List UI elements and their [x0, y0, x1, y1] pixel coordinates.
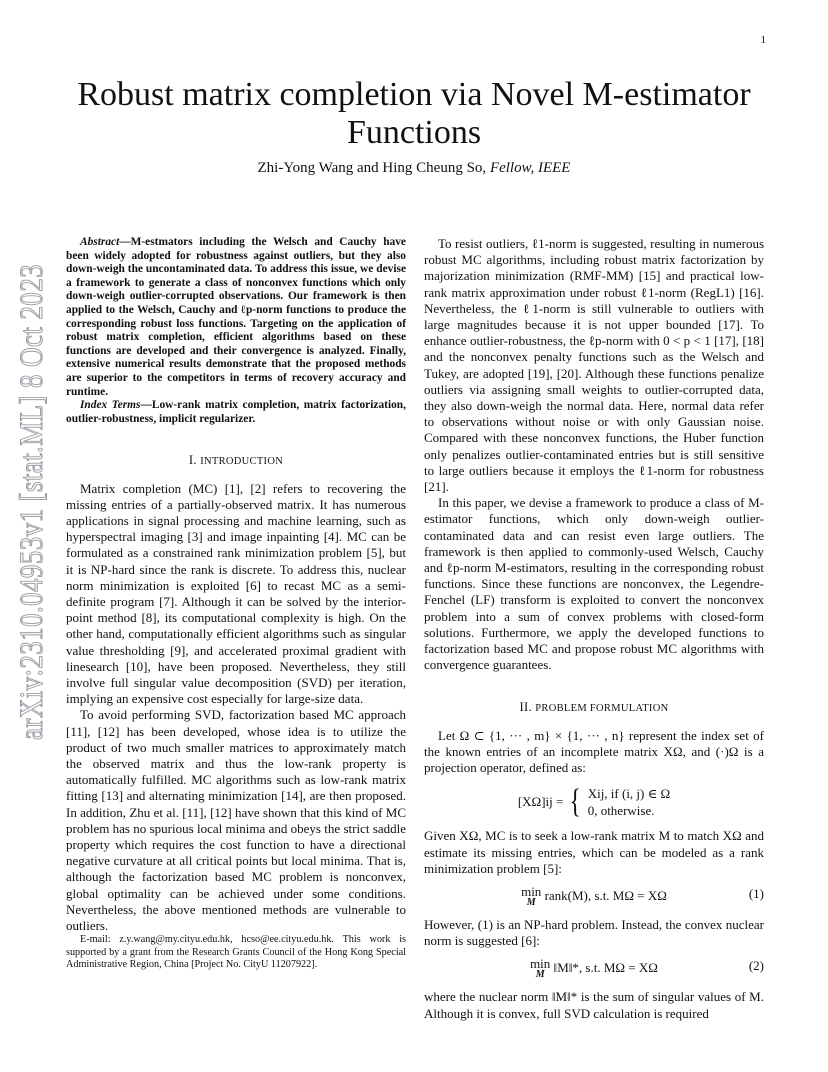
section-title: PROBLEM FORMULATION — [535, 703, 669, 715]
formulation-paragraph-3: However, (1) is an NP-hard problem. Instead, the convex nuclear norm is suggested [6]: — [424, 916, 764, 949]
section-heading-problem-formulation — [424, 699, 764, 717]
section-heading-introduction — [66, 452, 406, 470]
left-brace: { — [569, 783, 582, 821]
formulation-paragraph-1: Let Ω ⊂ {1, ··· , m} × {1, ··· , n} represent the index set of the known entries of an incomplete matrix XΩ, and (·)Ω is a projection operator, defined as: — [424, 727, 764, 776]
arxiv-stamp-text: arXiv:2310.04953v1 [stat.ML] 8 Oct 2023 — [14, 262, 50, 740]
section-numeral: I. — [188, 453, 201, 468]
min-word: min — [530, 956, 551, 972]
min-sub: M — [535, 969, 545, 981]
index-terms — [66, 399, 406, 426]
min-sub: M — [526, 896, 536, 908]
equation-2-number: (2) — [748, 958, 764, 974]
intro-paragraph-3: To resist outliers, ℓ1-norm is suggested, resulting in numerous robust MC algorithms, including robust matrix factorization by majorization minimization (RMF-MM) [15] and practical low-rank matrix approximation under robust ℓ1-norm (RegL1) [16]. Nevertheless, the ℓ1-norm is still vulnerable to outliers with large magnitudes because it is not upper bounded [17]. To enhance outlier-robustness, the ℓp-norm with 0 < p < 1 [17], [18] and the nonconvex penalty functions such as the Welsch and Tukey, are adopted [19], [20]. Although these functions penalize outliers via assigning small weights to outlier-corrupted data, they also down-weigh the normal data. Here, normal data refer to observations without noise or with only Gaussian noise. Compared with these nonconvex functions, the Huber function only penalizes outlier-contaminated entries but is still sensitive to large outliers because it employs the ℓ1-norm for robustness [21]. — [424, 236, 764, 495]
equation-1-number: (1) — [748, 885, 764, 901]
section-title: INTRODUCTION — [200, 456, 284, 468]
index-terms-lead: Index Terms — [80, 399, 141, 412]
case-lhs: [XΩ]ij = — [517, 794, 564, 810]
index-terms-text: —Low-rank matrix completion, matrix factorization, outlier-robustness, implicit regularizer. — [66, 399, 406, 425]
abstract-text: —M-estmators including the Welsch and Cauchy have been widely adopted for robustness against outliers, but they also down-weigh the uncontaminated data. To address this issue, we devise a framework to generate a class of nonconvex functions which only down-weigh outlier-corrupted observations. Our framework is then applied to the Welsch, Cauchy and ℓp-norm functions to produce the corresponding robust loss functions. Targeting on the application of robust matrix completion, efficient algorithms based on these functions are developed and their convergence is analyzed. Finally, extensive numerical results demonstrate that the proposed methods are superior to the competitors in terms of recovery accuracy and runtime. — [66, 236, 406, 398]
intro-paragraph-2: To avoid performing SVD, factorization based MC approach [11], [12] has been developed, whose idea is to utilize the product of two much smaller matrices to approximately match the observed matrix and thus the low-rank property is automatically fulfilled. MC algorithms such as low-rank matrix fitting [13] and alternating minimization [14], are then proposed. In addition, Zhu et al. [11], [12] have shown that this kind of MC problem has no spurious local minima and obeys the strict saddle property which requires the cost function to have a directional negative curvature at all critical points but local minima. That is, although the factorization based MC problem is nonconvex, global optimality can be achieved under some conditions. Nevertheless, the above mentioned methods are vulnerable to outliers. — [66, 707, 406, 933]
footnote: E-mail: z.y.wang@my.cityu.edu.hk, hcso@ee.cityu.edu.hk. This work is supported by a grant from the Research Grants Council of the Hong Kong Special Administrative Region, China [Project No. CityU 11207922]. — [66, 934, 406, 971]
page-number: 1 — [760, 34, 766, 46]
case-2: 0, otherwise. — [587, 803, 655, 819]
authors — [60, 160, 768, 177]
intro-paragraph-4: In this paper, we devise a framework to produce a class of M-estimator functions, which only down-weigh outlier-contaminated data and can resist even large outliers. The framework is then applied to commonly-used Welsch, Cauchy and ℓp-norm M-estimators, resulting in the corresponding robust functions. Since these functions are nonconvex, the Legendre-Fenchel (LF) transform is exploited to convert the nonconvex problem into a sum of convex problems with closed-form solutions. Furthermore, we apply the developed functions to factorization based MC and propose robust MC algorithms with convergence guarantees. — [424, 495, 764, 673]
right-column — [424, 236, 764, 1022]
min-operator — [521, 883, 542, 908]
intro-paragraph-1: Matrix completion (MC) [1], [2] refers to recovering the missing entries of a partially-observed matrix. It has numerous applications in signal processing and machine learning, such as hyperspectral imaging [3] and image inpainting [4]. MC can be formulated as a constrained rank minimization problem [5], but it is NP-hard since the rank is discrete. To address this, nuclear norm minimization is exploited [6] to recast MC as a semi-definite program [7]. Although it can be solved by the interior-point method [8], its computational complexity is high. On the other hand, computationally efficient algorithms such as singular value thresholding [9], and accelerated proximal gradient with linesearch [10], have been proposed. Nevertheless, they still involve full singular value decomposition (SVD) per iteration, implying an expensive cost especially for large-size data. — [66, 480, 406, 707]
equation-2 — [424, 958, 764, 980]
author-fellow: Fellow, IEEE — [489, 160, 571, 176]
abstract-lead: Abstract — [80, 236, 120, 248]
equation-1 — [424, 883, 764, 908]
projection-equation — [424, 785, 764, 819]
formulation-paragraph-4: where the nuclear norm ‖M‖* is the sum of singular values of M. Although it is convex, full SVD calculation is required — [424, 989, 764, 1021]
equation-2-body: ‖M‖*, s.t. MΩ = XΩ — [553, 960, 658, 976]
formulation-paragraph-2: Given XΩ, MC is to seek a low-rank matrix M to match XΩ and estimate its missing entries, which can be modeled as a rank minimization problem [5]: — [424, 828, 764, 876]
min-word: min — [521, 883, 542, 899]
min-operator — [530, 958, 550, 980]
left-column — [66, 236, 406, 971]
equation-1-body: rank(M), s.t. MΩ = XΩ — [544, 887, 667, 903]
author-names: Zhi-Yong Wang and Hing Cheung So, — [257, 160, 487, 176]
section-numeral: II. — [519, 700, 536, 715]
case-1: Xij, if (i, j) ∈ Ω — [587, 786, 671, 802]
paper-title: Robust matrix completion via Novel M-estimator Functions — [77, 76, 751, 151]
arxiv-stamp — [8, 262, 52, 742]
abstract — [66, 236, 406, 399]
